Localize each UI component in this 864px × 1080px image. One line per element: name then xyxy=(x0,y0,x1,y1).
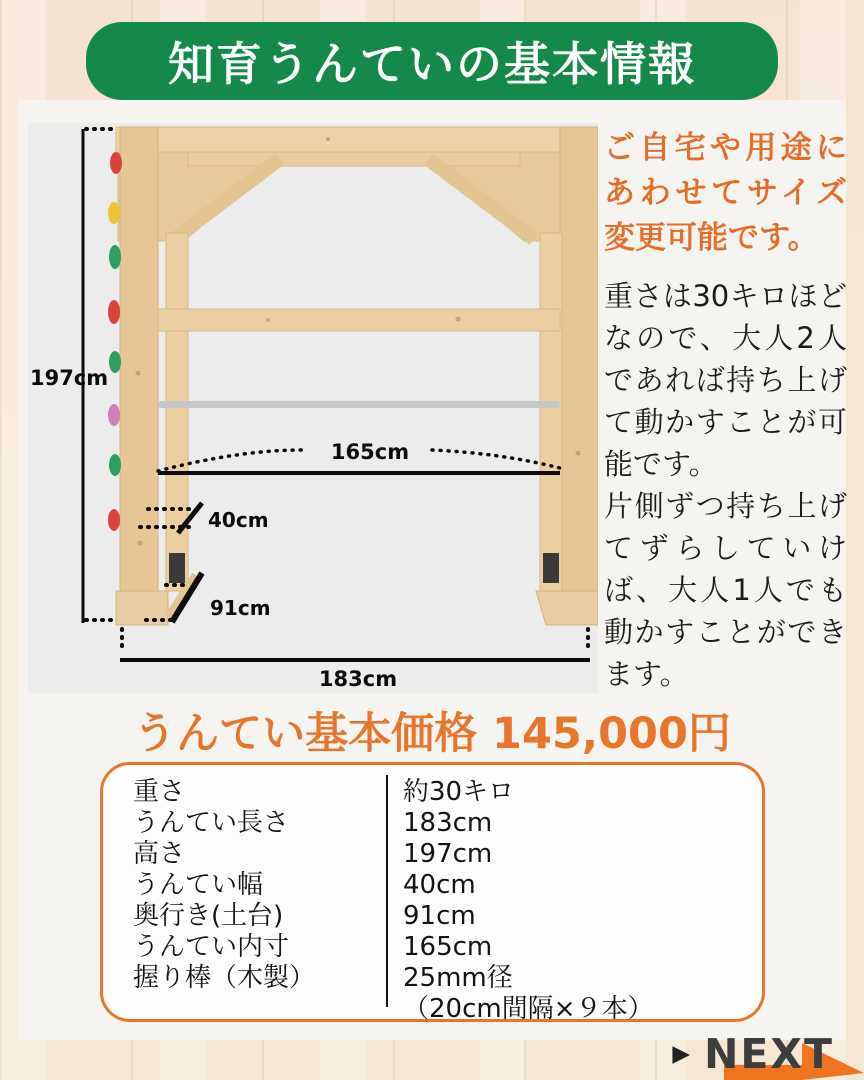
play-triangle-icon: ▶ xyxy=(672,1040,693,1067)
table-row xyxy=(103,932,762,963)
spec-label: うんてい内寸 xyxy=(133,932,290,962)
metal-bar xyxy=(158,401,560,408)
next-label: NEXT xyxy=(704,1030,834,1078)
spec-label: うんてい長さ xyxy=(133,808,290,838)
spec-value: （20cm間隔×９本） xyxy=(403,994,654,1024)
table-row xyxy=(103,870,762,901)
content-card xyxy=(18,100,846,1040)
next-button[interactable] xyxy=(672,1030,834,1078)
next-navigation[interactable] xyxy=(644,1030,864,1080)
table-row xyxy=(103,839,762,870)
spec-label: 握り棒（木製） xyxy=(133,963,316,993)
spec-label: うんてい幅 xyxy=(133,870,264,900)
height-label: 197cm xyxy=(30,366,109,390)
spec-label xyxy=(103,994,386,1025)
spec-value: 165cm xyxy=(403,932,493,962)
table-row xyxy=(103,808,762,839)
price-heading: うんてい基本価格 145,000円 xyxy=(133,709,731,759)
depth-label: 91cm xyxy=(210,596,271,620)
page-title-text: 知育うんていの基本情報 xyxy=(168,37,696,91)
spec-label: 奥行き(土台) xyxy=(133,901,284,931)
spec-label: 高さ xyxy=(133,839,186,869)
table-row xyxy=(103,901,762,932)
monkey-bars-diagram xyxy=(28,123,598,693)
spec-value: 183cm xyxy=(403,808,493,838)
side-column xyxy=(604,126,847,695)
spec-value: 197cm xyxy=(403,839,493,869)
width-label: 40cm xyxy=(208,508,269,532)
length-label: 183cm xyxy=(318,667,398,691)
table-row xyxy=(103,777,762,808)
table-row xyxy=(103,963,762,994)
inner-span-label: 165cm xyxy=(330,440,410,464)
product-photo xyxy=(28,123,598,693)
spec-value: 91cm xyxy=(403,901,476,931)
spec-value: 40cm xyxy=(403,870,476,900)
spec-label: 重さ xyxy=(133,777,186,807)
spec-table xyxy=(100,762,765,1022)
weight-description-1: 重さは30キロほどなので、大人2人であれば持ち上げて動かすことが可能です。 xyxy=(604,279,847,481)
spec-rows xyxy=(103,777,762,1025)
page-title xyxy=(86,22,778,100)
spec-value: 約30キロ xyxy=(403,777,515,807)
size-note-highlight: ご自宅や用途にあわせてサイズ変更可能です。 xyxy=(604,130,847,256)
spec-value: 25mm径 xyxy=(403,963,513,993)
weight-description-2: 片側ずつ持ち上げてずらしていけば、大人1人でも動かすことができます。 xyxy=(604,489,847,691)
table-row xyxy=(103,994,762,1025)
